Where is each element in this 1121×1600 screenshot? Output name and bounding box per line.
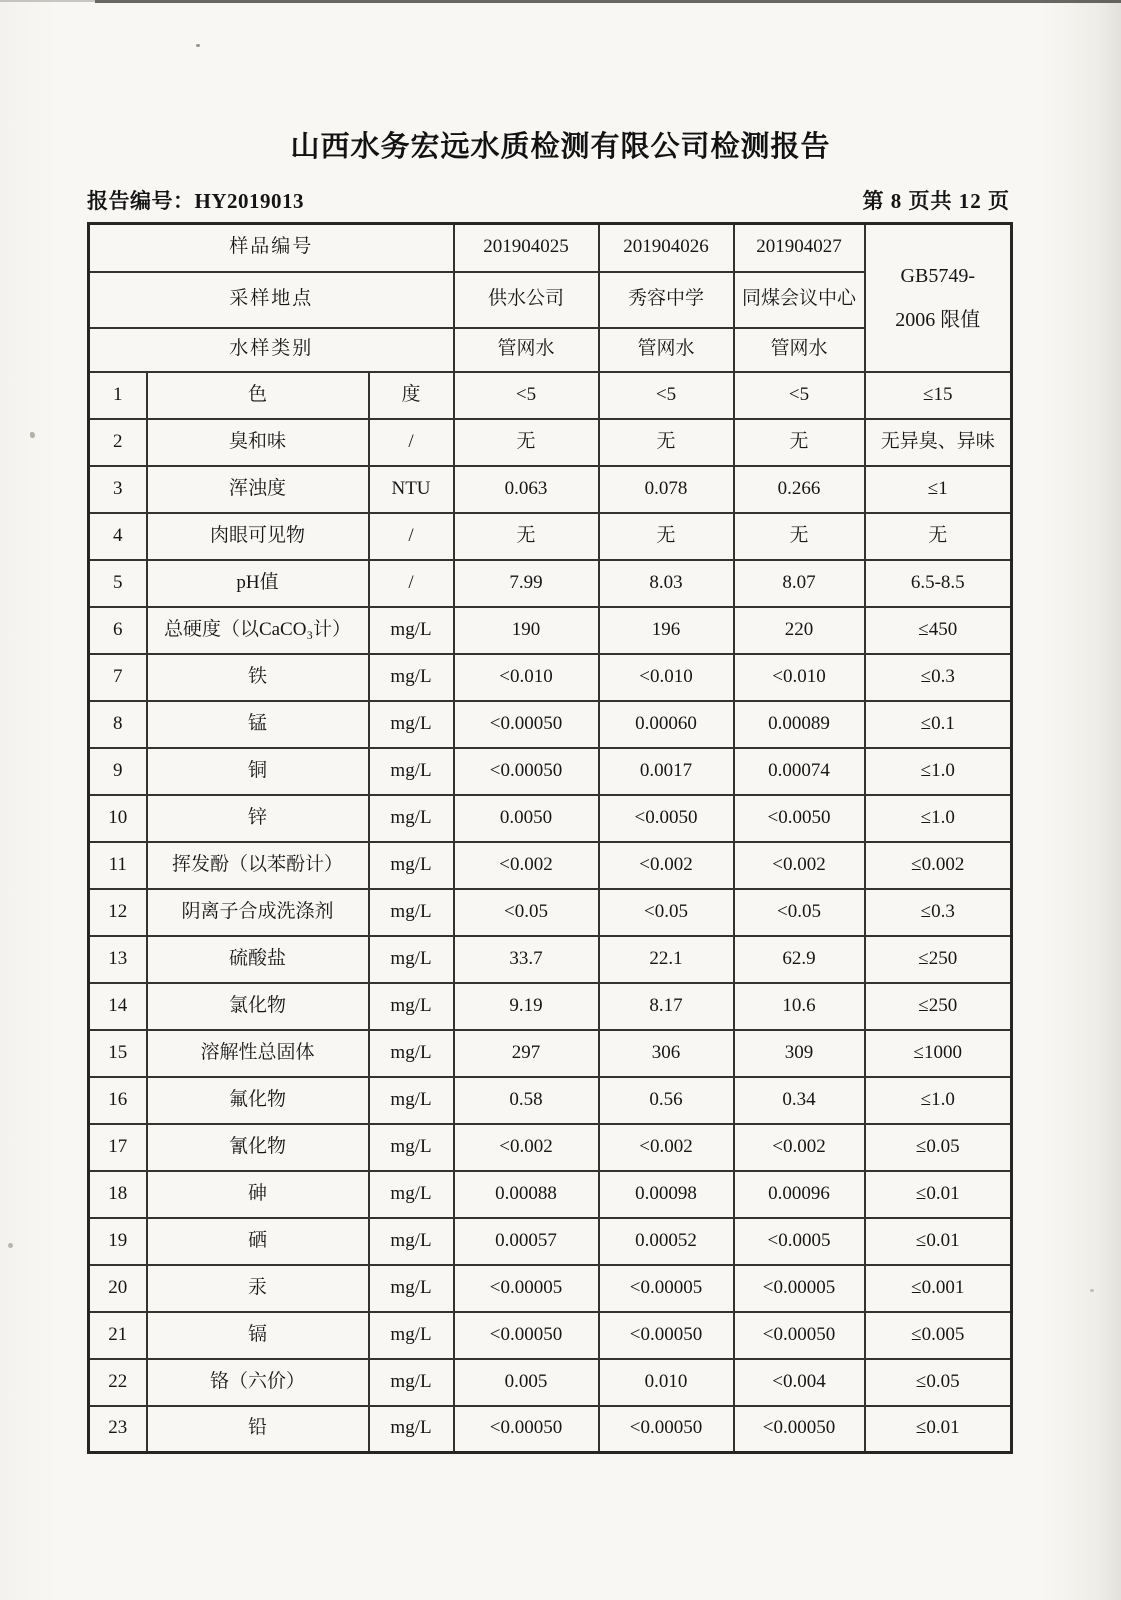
row-index: 5 — [89, 560, 147, 607]
sample3-value: 0.34 — [734, 1077, 865, 1124]
row-index: 21 — [89, 1312, 147, 1359]
table-row — [89, 936, 1012, 983]
sample3-value: 10.6 — [734, 983, 865, 1030]
table-row — [89, 748, 1012, 795]
limit-value: ≤0.002 — [865, 842, 1012, 889]
sample1-value: <0.05 — [454, 889, 599, 936]
sample3-value: <0.05 — [734, 889, 865, 936]
report-meta-row — [87, 185, 1010, 215]
table-row — [89, 795, 1012, 842]
parameter-name: 硒 — [147, 1218, 369, 1265]
parameter-name: 锰 — [147, 701, 369, 748]
parameter-unit: / — [369, 513, 454, 560]
limit-standard-line1: GB5749- — [900, 264, 975, 287]
sample2-value: 0.010 — [599, 1359, 734, 1406]
limit-value: ≤250 — [865, 983, 1012, 1030]
sample2-value: <0.00050 — [599, 1406, 734, 1453]
parameter-name: 硫酸盐 — [147, 936, 369, 983]
parameter-name: 挥发酚（以苯酚计） — [147, 842, 369, 889]
sample3-value: 0.00089 — [734, 701, 865, 748]
limit-value: ≤1.0 — [865, 1077, 1012, 1124]
table-row — [89, 419, 1012, 466]
parameter-name: 铅 — [147, 1406, 369, 1453]
parameter-name: 铜 — [147, 748, 369, 795]
sample1-value: <0.002 — [454, 842, 599, 889]
row-index: 1 — [89, 372, 147, 419]
sample3-value: <0.00050 — [734, 1406, 865, 1453]
table-row — [89, 1359, 1012, 1406]
sample2-value: 0.56 — [599, 1077, 734, 1124]
header-sample-id-label: 样品编号 — [89, 224, 454, 272]
sample3-value: <0.010 — [734, 654, 865, 701]
scan-edge-artifact-left — [0, 0, 95, 2]
sample3-value: 0.266 — [734, 466, 865, 513]
parameter-name: pH值 — [147, 560, 369, 607]
page-title: 山西水务宏远水质检测有限公司检测报告 — [290, 131, 831, 163]
header-row-sample-id — [89, 224, 1012, 272]
sample3-value: <0.0005 — [734, 1218, 865, 1265]
sample1-value: 297 — [454, 1030, 599, 1077]
table-row — [89, 372, 1012, 419]
parameter-unit: mg/L — [369, 1030, 454, 1077]
sample1-value: 无 — [454, 419, 599, 466]
row-index: 23 — [89, 1406, 147, 1453]
sample3-value: 无 — [734, 513, 865, 560]
page-indicator: 第 8 页共 12 页 — [862, 189, 1010, 213]
limit-value: ≤0.001 — [865, 1265, 1012, 1312]
sample2-value: 0.00060 — [599, 701, 734, 748]
parameter-unit: NTU — [369, 466, 454, 513]
parameter-name: 氰化物 — [147, 1124, 369, 1171]
parameter-name: 肉眼可见物 — [147, 513, 369, 560]
sample1-value: <0.00050 — [454, 701, 599, 748]
sample3-value: <0.00050 — [734, 1312, 865, 1359]
sample2-value: <5 — [599, 372, 734, 419]
sample1-value: 0.0050 — [454, 795, 599, 842]
header-location-2: 秀容中学 — [599, 272, 734, 328]
limit-value: ≤1000 — [865, 1030, 1012, 1077]
parameter-name: 浑浊度 — [147, 466, 369, 513]
parameter-unit: mg/L — [369, 983, 454, 1030]
parameter-name: 铁 — [147, 654, 369, 701]
sample1-value: <0.00050 — [454, 1406, 599, 1453]
row-index: 11 — [89, 842, 147, 889]
sample1-value: <0.00050 — [454, 748, 599, 795]
parameter-name: 砷 — [147, 1171, 369, 1218]
sample1-value: <0.010 — [454, 654, 599, 701]
sample1-value: <0.00050 — [454, 1312, 599, 1359]
parameter-unit: mg/L — [369, 1124, 454, 1171]
sample1-value: 0.00057 — [454, 1218, 599, 1265]
results-header — [89, 224, 1012, 372]
sample1-value: 7.99 — [454, 560, 599, 607]
row-index: 3 — [89, 466, 147, 513]
parameter-unit: mg/L — [369, 1218, 454, 1265]
row-index: 10 — [89, 795, 147, 842]
parameter-unit: mg/L — [369, 1265, 454, 1312]
parameter-unit: mg/L — [369, 1171, 454, 1218]
table-row — [89, 560, 1012, 607]
sample2-value: 0.0017 — [599, 748, 734, 795]
limit-value: ≤450 — [865, 607, 1012, 654]
sample1-value: 0.58 — [454, 1077, 599, 1124]
sample1-value: <0.002 — [454, 1124, 599, 1171]
table-row — [89, 983, 1012, 1030]
sample1-value: 无 — [454, 513, 599, 560]
parameter-unit: mg/L — [369, 1312, 454, 1359]
sample2-value: 8.17 — [599, 983, 734, 1030]
row-index: 14 — [89, 983, 147, 1030]
sample3-value: 220 — [734, 607, 865, 654]
sample2-value: 无 — [599, 419, 734, 466]
limit-value: 6.5-8.5 — [865, 560, 1012, 607]
table-row — [89, 1406, 1012, 1453]
sample2-value: <0.002 — [599, 1124, 734, 1171]
parameter-name: 臭和味 — [147, 419, 369, 466]
sample2-value: 306 — [599, 1030, 734, 1077]
row-index: 9 — [89, 748, 147, 795]
parameter-unit: mg/L — [369, 936, 454, 983]
report-number-label: 报告编号： — [87, 189, 195, 213]
sample2-value: <0.05 — [599, 889, 734, 936]
sample2-value: <0.00005 — [599, 1265, 734, 1312]
row-index: 19 — [89, 1218, 147, 1265]
table-row — [89, 842, 1012, 889]
header-location-1: 供水公司 — [454, 272, 599, 328]
limit-standard-line2: 2006 限值 — [895, 308, 981, 331]
sample2-value: 8.03 — [599, 560, 734, 607]
limit-value: ≤0.01 — [865, 1218, 1012, 1265]
limit-value: ≤0.3 — [865, 889, 1012, 936]
limit-value: ≤0.01 — [865, 1171, 1012, 1218]
header-sample-type-label: 水样类别 — [89, 328, 454, 372]
parameter-name: 氯化物 — [147, 983, 369, 1030]
scan-edge-artifact — [95, 0, 1121, 3]
sample1-value: 9.19 — [454, 983, 599, 1030]
header-type-2: 管网水 — [599, 328, 734, 372]
parameter-name: 汞 — [147, 1265, 369, 1312]
scan-speck — [30, 432, 35, 438]
table-row — [89, 1218, 1012, 1265]
header-type-1: 管网水 — [454, 328, 599, 372]
parameter-unit: mg/L — [369, 842, 454, 889]
parameter-unit: 度 — [369, 372, 454, 419]
limit-value: ≤0.05 — [865, 1359, 1012, 1406]
limit-value: ≤0.05 — [865, 1124, 1012, 1171]
table-row — [89, 1171, 1012, 1218]
sample2-value: <0.00050 — [599, 1312, 734, 1359]
header-sample-id-1: 201904025 — [454, 224, 599, 272]
sample3-value: 8.07 — [734, 560, 865, 607]
parameter-name: 色 — [147, 372, 369, 419]
sample1-value: <5 — [454, 372, 599, 419]
sample2-value: 0.00052 — [599, 1218, 734, 1265]
limit-value: ≤250 — [865, 936, 1012, 983]
sample2-value: 0.078 — [599, 466, 734, 513]
row-index: 16 — [89, 1077, 147, 1124]
sample3-value: <5 — [734, 372, 865, 419]
row-index: 6 — [89, 607, 147, 654]
limit-value: ≤15 — [865, 372, 1012, 419]
sample3-value: 无 — [734, 419, 865, 466]
limit-value: 无 — [865, 513, 1012, 560]
limit-value: ≤1 — [865, 466, 1012, 513]
parameter-unit: / — [369, 560, 454, 607]
parameter-unit: mg/L — [369, 748, 454, 795]
scan-speck — [196, 44, 200, 47]
header-sample-id-2: 201904026 — [599, 224, 734, 272]
report-number-value: HY2019013 — [194, 189, 304, 213]
table-row — [89, 701, 1012, 748]
parameter-name: 铬（六价） — [147, 1359, 369, 1406]
header-location-label: 采样地点 — [89, 272, 454, 328]
parameter-unit: / — [369, 419, 454, 466]
parameter-unit: mg/L — [369, 795, 454, 842]
sample3-value: <0.002 — [734, 842, 865, 889]
parameter-name: 氟化物 — [147, 1077, 369, 1124]
row-index: 12 — [89, 889, 147, 936]
row-index: 20 — [89, 1265, 147, 1312]
table-row — [89, 1265, 1012, 1312]
parameter-name: 总硬度（以CaCO₃计） — [147, 607, 369, 654]
limit-value: ≤0.1 — [865, 701, 1012, 748]
sample3-value: 309 — [734, 1030, 865, 1077]
table-row — [89, 466, 1012, 513]
header-sample-id-3: 201904027 — [734, 224, 865, 272]
table-row — [89, 513, 1012, 560]
sample3-value: 0.00096 — [734, 1171, 865, 1218]
sample1-value: 0.063 — [454, 466, 599, 513]
limit-value: ≤1.0 — [865, 795, 1012, 842]
parameter-unit: mg/L — [369, 701, 454, 748]
table-row — [89, 1077, 1012, 1124]
table-row — [89, 654, 1012, 701]
header-type-3: 管网水 — [734, 328, 865, 372]
row-index: 15 — [89, 1030, 147, 1077]
parameter-unit: mg/L — [369, 1359, 454, 1406]
report-number — [87, 185, 304, 215]
sample3-value: <0.00005 — [734, 1265, 865, 1312]
parameter-name: 镉 — [147, 1312, 369, 1359]
table-row — [89, 1312, 1012, 1359]
row-index: 17 — [89, 1124, 147, 1171]
row-index: 8 — [89, 701, 147, 748]
parameter-name: 溶解性总固体 — [147, 1030, 369, 1077]
sample2-value: 22.1 — [599, 936, 734, 983]
limit-value: 无异臭、异味 — [865, 419, 1012, 466]
sample2-value: <0.010 — [599, 654, 734, 701]
sample2-value: <0.002 — [599, 842, 734, 889]
limit-value: ≤0.005 — [865, 1312, 1012, 1359]
limit-value: ≤1.0 — [865, 748, 1012, 795]
sample2-value: 196 — [599, 607, 734, 654]
parameter-unit: mg/L — [369, 654, 454, 701]
row-index: 2 — [89, 419, 147, 466]
sample3-value: 62.9 — [734, 936, 865, 983]
sample1-value: <0.00005 — [454, 1265, 599, 1312]
limit-value: ≤0.3 — [865, 654, 1012, 701]
sample2-value: 0.00098 — [599, 1171, 734, 1218]
parameter-name: 阴离子合成洗涤剂 — [147, 889, 369, 936]
scan-speck — [1090, 1289, 1094, 1292]
sample2-value: 无 — [599, 513, 734, 560]
sample3-value: <0.002 — [734, 1124, 865, 1171]
sample3-value: 0.00074 — [734, 748, 865, 795]
row-index: 4 — [89, 513, 147, 560]
table-row — [89, 889, 1012, 936]
sample1-value: 190 — [454, 607, 599, 654]
sample2-value: <0.0050 — [599, 795, 734, 842]
parameter-unit: mg/L — [369, 889, 454, 936]
row-index: 18 — [89, 1171, 147, 1218]
row-index: 22 — [89, 1359, 147, 1406]
sample3-value: <0.0050 — [734, 795, 865, 842]
scan-speck — [8, 1243, 13, 1248]
header-location-3: 同煤会议中心 — [734, 272, 865, 328]
row-index: 7 — [89, 654, 147, 701]
header-limit-standard — [865, 224, 1012, 372]
limit-value: ≤0.01 — [865, 1406, 1012, 1453]
parameter-unit: mg/L — [369, 1077, 454, 1124]
sample1-value: 33.7 — [454, 936, 599, 983]
sample3-value: <0.004 — [734, 1359, 865, 1406]
table-row — [89, 1124, 1012, 1171]
sample1-value: 0.00088 — [454, 1171, 599, 1218]
table-row — [89, 1030, 1012, 1077]
table-row — [89, 607, 1012, 654]
sample1-value: 0.005 — [454, 1359, 599, 1406]
results-tbody — [89, 372, 1012, 1453]
results-table — [87, 222, 1013, 1454]
parameter-name: 锌 — [147, 795, 369, 842]
row-index: 13 — [89, 936, 147, 983]
parameter-unit: mg/L — [369, 607, 454, 654]
parameter-unit: mg/L — [369, 1406, 454, 1453]
